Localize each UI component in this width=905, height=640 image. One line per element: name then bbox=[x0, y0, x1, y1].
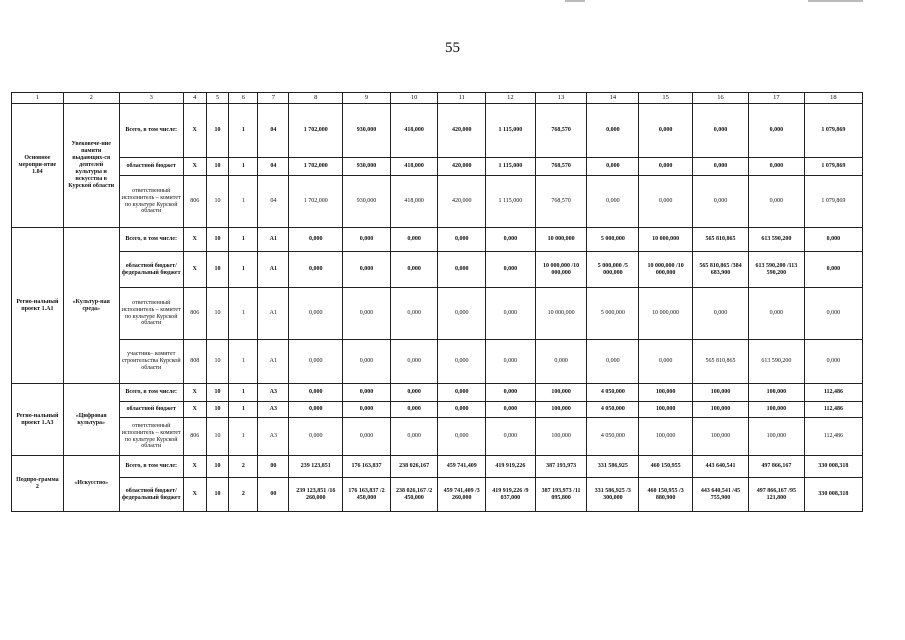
value-cell: 459 741,409 /3 260,000 bbox=[438, 478, 486, 512]
funding-source-cell: областной бюджет/ федеральный бюджет bbox=[119, 252, 183, 288]
value-cell: 100,000 bbox=[639, 418, 693, 456]
column-header: 4 bbox=[183, 93, 206, 104]
value-cell: X bbox=[183, 456, 206, 478]
value-cell: 0,000 bbox=[289, 340, 343, 384]
value-cell: 387 193,973 bbox=[535, 456, 587, 478]
value-cell: 0,000 bbox=[693, 104, 749, 158]
value-cell: 10 bbox=[206, 340, 229, 384]
value-cell: 2 bbox=[229, 478, 258, 512]
value-cell: 497 866,167 /95 121,800 bbox=[748, 478, 804, 512]
value-cell: 0,000 bbox=[486, 228, 536, 252]
value-cell: 930,000 bbox=[343, 176, 391, 228]
program-code-cell: Регио-нальный проект 1.А3 bbox=[12, 384, 64, 456]
value-cell: 10 000,000 bbox=[639, 228, 693, 252]
table-row bbox=[12, 402, 863, 418]
value-cell: 0,000 bbox=[343, 340, 391, 384]
value-cell: 10 000,000 /10 000,000 bbox=[639, 252, 693, 288]
value-cell: 806 bbox=[183, 288, 206, 340]
column-header: 13 bbox=[535, 93, 587, 104]
value-cell: 0,000 bbox=[748, 288, 804, 340]
value-cell: 418,000 bbox=[390, 158, 438, 176]
value-cell: 1 079,869 bbox=[804, 158, 862, 176]
value-cell: 0,000 bbox=[390, 340, 438, 384]
value-cell: 1 079,869 bbox=[804, 104, 862, 158]
value-cell: 0,000 bbox=[438, 252, 486, 288]
value-cell: 0,000 bbox=[587, 176, 639, 228]
value-cell: X bbox=[183, 402, 206, 418]
value-cell: 0,000 bbox=[486, 418, 536, 456]
value-cell: 112,486 bbox=[804, 402, 862, 418]
value-cell: 1 bbox=[229, 340, 258, 384]
value-cell: 100,000 bbox=[748, 418, 804, 456]
value-cell: 0,000 bbox=[587, 104, 639, 158]
column-header: 7 bbox=[258, 93, 289, 104]
value-cell: 0,000 bbox=[343, 418, 391, 456]
table-row bbox=[12, 418, 863, 456]
value-cell: 1 079,869 bbox=[804, 176, 862, 228]
value-cell: 100,000 bbox=[693, 418, 749, 456]
value-cell: 10 bbox=[206, 158, 229, 176]
value-cell: 00 bbox=[258, 456, 289, 478]
value-cell: 10 bbox=[206, 288, 229, 340]
funding-source-cell: Всего, в том числе: bbox=[119, 384, 183, 402]
value-cell: 0,000 bbox=[587, 158, 639, 176]
value-cell: 387 193,973 /11 095,800 bbox=[535, 478, 587, 512]
value-cell: 100,000 bbox=[535, 384, 587, 402]
value-cell: 0,000 bbox=[804, 252, 862, 288]
value-cell: 0,000 bbox=[390, 418, 438, 456]
funding-source-cell: ответственный исполнитель – комитет по культуре Курской области bbox=[119, 176, 183, 228]
funding-source-cell: областной бюджет/ федеральный бюджет bbox=[119, 478, 183, 512]
value-cell: 443 640,541 /45 755,900 bbox=[693, 478, 749, 512]
column-header: 5 bbox=[206, 93, 229, 104]
value-cell: 930,000 bbox=[343, 104, 391, 158]
value-cell: 331 586,925 bbox=[587, 456, 639, 478]
funding-source-cell: Всего, в том числе: bbox=[119, 104, 183, 158]
value-cell: 10 000,000 bbox=[535, 288, 587, 340]
table-row bbox=[12, 252, 863, 288]
value-cell: 0,000 bbox=[748, 176, 804, 228]
value-cell: 1 702,000 bbox=[289, 104, 343, 158]
table-row bbox=[12, 456, 863, 478]
value-cell: 0,000 bbox=[438, 402, 486, 418]
value-cell: 04 bbox=[258, 104, 289, 158]
value-cell: 0,000 bbox=[639, 158, 693, 176]
value-cell: 768,570 bbox=[535, 158, 587, 176]
value-cell: 0,000 bbox=[639, 340, 693, 384]
value-cell: 1 bbox=[229, 418, 258, 456]
column-header: 12 bbox=[486, 93, 536, 104]
value-cell: 10 bbox=[206, 228, 229, 252]
program-name-cell: «Цифровая культура» bbox=[63, 384, 119, 456]
value-cell: 459 741,409 bbox=[438, 456, 486, 478]
column-header: 16 bbox=[693, 93, 749, 104]
value-cell: 1 702,000 bbox=[289, 158, 343, 176]
value-cell: 331 586,925 /3 300,000 bbox=[587, 478, 639, 512]
value-cell: 0,000 bbox=[343, 288, 391, 340]
value-cell: 1 bbox=[229, 384, 258, 402]
value-cell: 10 bbox=[206, 176, 229, 228]
value-cell: 04 bbox=[258, 158, 289, 176]
value-cell: 4 050,000 bbox=[587, 384, 639, 402]
value-cell: 418,000 bbox=[390, 104, 438, 158]
value-cell: 0,000 bbox=[639, 104, 693, 158]
program-code-cell: Подпро-грамма 2 bbox=[12, 456, 64, 512]
column-header: 3 bbox=[119, 93, 183, 104]
header-row bbox=[12, 93, 863, 104]
value-cell: 100,000 bbox=[748, 402, 804, 418]
value-cell: 0,000 bbox=[438, 228, 486, 252]
value-cell: 239 123,851 bbox=[289, 456, 343, 478]
value-cell: 0,000 bbox=[693, 288, 749, 340]
value-cell: А1 bbox=[258, 228, 289, 252]
value-cell: 0,000 bbox=[390, 288, 438, 340]
value-cell: 238 026,167 /2 450,000 bbox=[390, 478, 438, 512]
value-cell: 4 050,000 bbox=[587, 418, 639, 456]
value-cell: X bbox=[183, 252, 206, 288]
value-cell: 330 008,318 bbox=[804, 456, 862, 478]
value-cell: 0,000 bbox=[486, 288, 536, 340]
value-cell: 420,000 bbox=[438, 158, 486, 176]
value-cell: 04 bbox=[258, 176, 289, 228]
value-cell: 0,000 bbox=[289, 384, 343, 402]
value-cell: 768,570 bbox=[535, 176, 587, 228]
table-row bbox=[12, 104, 863, 158]
value-cell: 0,000 bbox=[748, 104, 804, 158]
value-cell: X bbox=[183, 104, 206, 158]
table-row bbox=[12, 288, 863, 340]
value-cell: X bbox=[183, 228, 206, 252]
value-cell: 1 115,000 bbox=[486, 158, 536, 176]
funding-source-cell: областной бюджет bbox=[119, 158, 183, 176]
top-edge-mark bbox=[565, 0, 585, 2]
value-cell: А3 bbox=[258, 418, 289, 456]
value-cell: 0,000 bbox=[289, 418, 343, 456]
value-cell: 10 bbox=[206, 418, 229, 456]
value-cell: 0,000 bbox=[535, 340, 587, 384]
value-cell: 0,000 bbox=[289, 402, 343, 418]
value-cell: 443 640,541 bbox=[693, 456, 749, 478]
value-cell: 239 123,851 /16 260,000 bbox=[289, 478, 343, 512]
funding-source-cell: Всего, в том числе: bbox=[119, 456, 183, 478]
value-cell: 460 150,955 bbox=[639, 456, 693, 478]
value-cell: 10 bbox=[206, 252, 229, 288]
value-cell: 176 163,837 bbox=[343, 456, 391, 478]
value-cell: 100,000 bbox=[693, 384, 749, 402]
value-cell: 613 590,200 bbox=[748, 228, 804, 252]
value-cell: 10 bbox=[206, 104, 229, 158]
column-header: 10 bbox=[390, 93, 438, 104]
column-header: 2 bbox=[63, 93, 119, 104]
value-cell: 0,000 bbox=[748, 158, 804, 176]
value-cell: 0,000 bbox=[693, 158, 749, 176]
value-cell: 112,486 bbox=[804, 418, 862, 456]
value-cell: 565 810,865 bbox=[693, 228, 749, 252]
value-cell: 613 590,200 /113 590,200 bbox=[748, 252, 804, 288]
value-cell: А1 bbox=[258, 252, 289, 288]
value-cell: 1 bbox=[229, 104, 258, 158]
value-cell: 0,000 bbox=[486, 384, 536, 402]
value-cell: 0,000 bbox=[486, 252, 536, 288]
value-cell: 10 000,000 /10 000,000 bbox=[535, 252, 587, 288]
value-cell: 1 115,000 bbox=[486, 176, 536, 228]
column-header: 14 bbox=[587, 93, 639, 104]
value-cell: 5 000,000 bbox=[587, 228, 639, 252]
table-body bbox=[12, 104, 863, 512]
value-cell: 0,000 bbox=[343, 384, 391, 402]
table-row bbox=[12, 384, 863, 402]
value-cell: 0,000 bbox=[390, 252, 438, 288]
value-cell: 0,000 bbox=[438, 340, 486, 384]
program-name-cell: Увековече-ние памяти выдающих-ся деятелей культуры и искусства в Курской области bbox=[63, 104, 119, 228]
value-cell: 806 bbox=[183, 418, 206, 456]
value-cell: А1 bbox=[258, 288, 289, 340]
value-cell: 0,000 bbox=[804, 228, 862, 252]
value-cell: 0,000 bbox=[289, 228, 343, 252]
value-cell: 0,000 bbox=[343, 252, 391, 288]
value-cell: 0,000 bbox=[486, 340, 536, 384]
funding-source-cell: ответственный исполнитель – комитет по культуре Курской области bbox=[119, 288, 183, 340]
value-cell: 00 bbox=[258, 478, 289, 512]
program-code-cell: Регио-нальный проект 1.А1 bbox=[12, 228, 64, 384]
table-row bbox=[12, 478, 863, 512]
table-row bbox=[12, 158, 863, 176]
table-row bbox=[12, 340, 863, 384]
value-cell: 112,486 bbox=[804, 384, 862, 402]
value-cell: 238 026,167 bbox=[390, 456, 438, 478]
value-cell: 100,000 bbox=[535, 418, 587, 456]
funding-source-cell: ответственный исполнитель – комитет по культуре Курской области bbox=[119, 418, 183, 456]
program-code-cell: Основное меропри-ятие 1.04 bbox=[12, 104, 64, 228]
value-cell: 497 866,167 bbox=[748, 456, 804, 478]
value-cell: 419 919,226 /9 037,000 bbox=[486, 478, 536, 512]
value-cell: 100,000 bbox=[535, 402, 587, 418]
value-cell: 1 bbox=[229, 176, 258, 228]
column-header: 8 bbox=[289, 93, 343, 104]
value-cell: 613 590,200 bbox=[748, 340, 804, 384]
value-cell: 330 008,318 bbox=[804, 478, 862, 512]
funding-source-cell: областной бюджет bbox=[119, 402, 183, 418]
value-cell: 4 050,000 bbox=[587, 402, 639, 418]
value-cell: 1 bbox=[229, 402, 258, 418]
page-number: 55 bbox=[445, 40, 460, 56]
value-cell: X bbox=[183, 158, 206, 176]
value-cell: 0,000 bbox=[438, 288, 486, 340]
value-cell: 418,000 bbox=[390, 176, 438, 228]
value-cell: 100,000 bbox=[693, 402, 749, 418]
funding-source-cell: Всего, в том числе: bbox=[119, 228, 183, 252]
value-cell: 10 bbox=[206, 456, 229, 478]
value-cell: 0,000 bbox=[438, 384, 486, 402]
value-cell: 419 919,226 bbox=[486, 456, 536, 478]
value-cell: 10 000,000 bbox=[639, 288, 693, 340]
value-cell: 0,000 bbox=[390, 402, 438, 418]
value-cell: 0,000 bbox=[289, 252, 343, 288]
column-header: 1 bbox=[12, 93, 64, 104]
value-cell: А3 bbox=[258, 384, 289, 402]
column-header: 11 bbox=[438, 93, 486, 104]
value-cell: 460 150,955 /3 880,900 bbox=[639, 478, 693, 512]
value-cell: 768,570 bbox=[535, 104, 587, 158]
funding-source-cell: участник– комитет строительства Курской области bbox=[119, 340, 183, 384]
budget-table bbox=[11, 92, 863, 512]
value-cell: А1 bbox=[258, 340, 289, 384]
value-cell: 0,000 bbox=[343, 402, 391, 418]
value-cell: 930,000 bbox=[343, 158, 391, 176]
value-cell: 0,000 bbox=[343, 228, 391, 252]
value-cell: 10 bbox=[206, 478, 229, 512]
value-cell: 176 163,837 /2 450,000 bbox=[343, 478, 391, 512]
value-cell: 1 bbox=[229, 228, 258, 252]
value-cell: 0,000 bbox=[390, 228, 438, 252]
value-cell: 0,000 bbox=[486, 402, 536, 418]
value-cell: 100,000 bbox=[748, 384, 804, 402]
value-cell: 5 000,000 /5 000,000 bbox=[587, 252, 639, 288]
value-cell: 10 bbox=[206, 384, 229, 402]
value-cell: 5 000,000 bbox=[587, 288, 639, 340]
value-cell: 10 000,000 bbox=[535, 228, 587, 252]
value-cell: X bbox=[183, 384, 206, 402]
value-cell: 0,000 bbox=[693, 176, 749, 228]
table-row bbox=[12, 228, 863, 252]
value-cell: 0,000 bbox=[639, 176, 693, 228]
value-cell: X bbox=[183, 478, 206, 512]
value-cell: 100,000 bbox=[639, 402, 693, 418]
value-cell: 1 702,000 bbox=[289, 176, 343, 228]
value-cell: 100,000 bbox=[639, 384, 693, 402]
value-cell: 806 bbox=[183, 176, 206, 228]
column-header: 9 bbox=[343, 93, 391, 104]
column-header: 18 bbox=[804, 93, 862, 104]
program-name-cell: «Культур-ная среда» bbox=[63, 228, 119, 384]
value-cell: 0,000 bbox=[438, 418, 486, 456]
value-cell: 420,000 bbox=[438, 104, 486, 158]
value-cell: 0,000 bbox=[804, 288, 862, 340]
value-cell: 1 bbox=[229, 158, 258, 176]
value-cell: 420,000 bbox=[438, 176, 486, 228]
top-edge-mark bbox=[808, 0, 863, 2]
value-cell: 0,000 bbox=[804, 340, 862, 384]
value-cell: 0,000 bbox=[587, 340, 639, 384]
value-cell: 10 bbox=[206, 402, 229, 418]
column-header: 6 bbox=[229, 93, 258, 104]
value-cell: 0,000 bbox=[390, 384, 438, 402]
value-cell: 565 810,865 bbox=[693, 340, 749, 384]
value-cell: 2 bbox=[229, 456, 258, 478]
column-header: 15 bbox=[639, 93, 693, 104]
value-cell: 1 115,000 bbox=[486, 104, 536, 158]
value-cell: 1 bbox=[229, 252, 258, 288]
value-cell: 565 810,865 /384 683,900 bbox=[693, 252, 749, 288]
table-row bbox=[12, 176, 863, 228]
value-cell: 0,000 bbox=[289, 288, 343, 340]
value-cell: А3 bbox=[258, 402, 289, 418]
value-cell: 808 bbox=[183, 340, 206, 384]
program-name-cell: «Искусство» bbox=[63, 456, 119, 512]
value-cell: 1 bbox=[229, 288, 258, 340]
column-header: 17 bbox=[748, 93, 804, 104]
